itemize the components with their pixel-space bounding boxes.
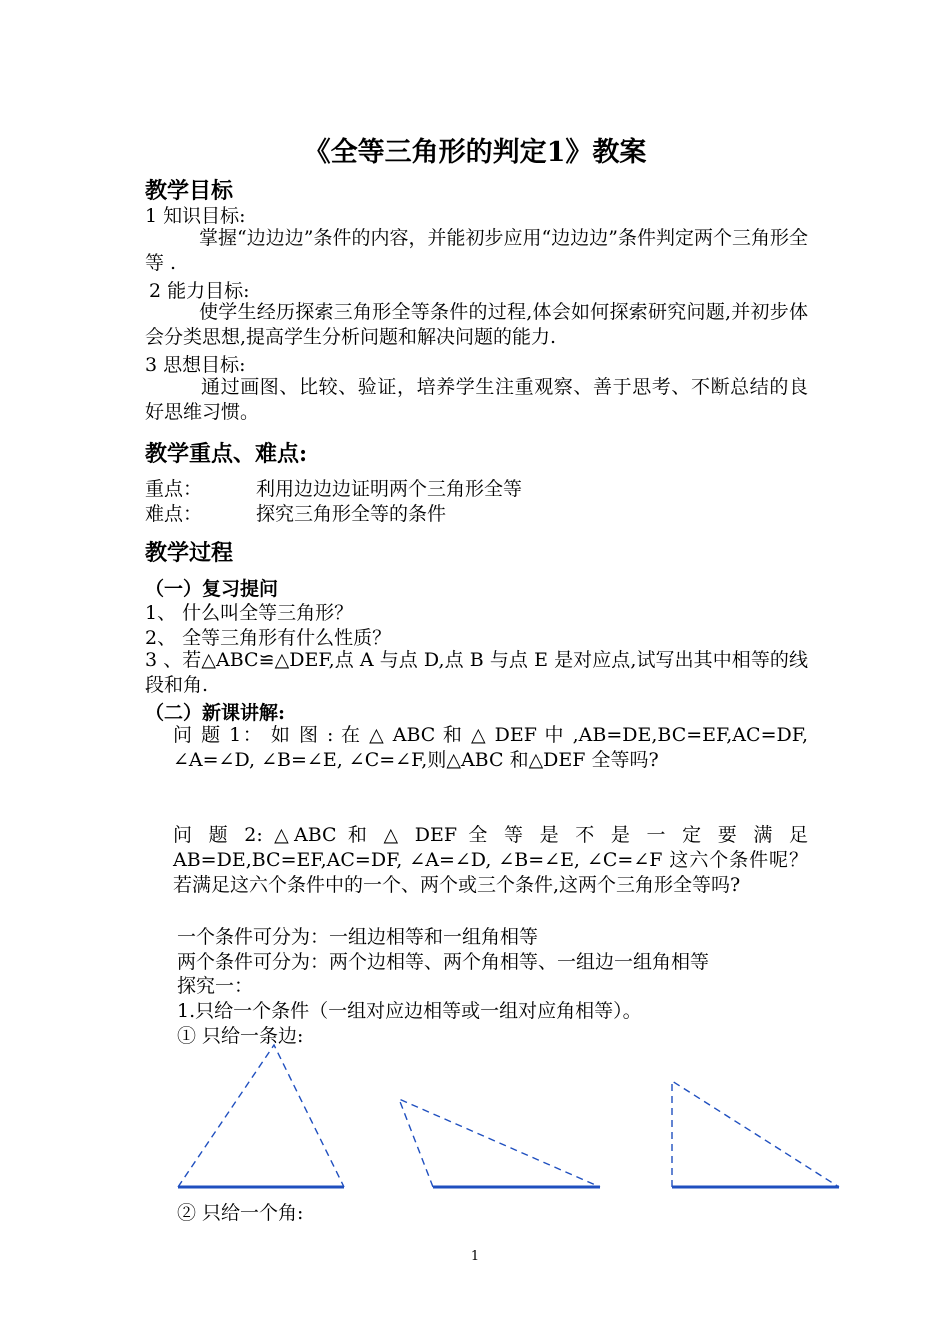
difficulty-label: 难点：	[145, 503, 203, 525]
only-one-angle-label: ② 只给一个角:	[177, 1202, 304, 1224]
page-number: 1	[470, 1249, 480, 1264]
triangle-1	[178, 1045, 344, 1187]
document-title: 《全等三角形的判定1》教案	[303, 137, 647, 168]
triangle-figures	[0, 1040, 950, 1200]
review-question-1: 1、 什么叫全等三角形？	[145, 602, 354, 624]
review-heading: （一）复习提问	[145, 578, 279, 600]
review-question-3: 3 、若△ABC≌△DEF,点 A 与点 D,点 B 与点 E 是对应点,试写出其中相等的线段和角.	[145, 649, 808, 696]
process-heading: 教学过程	[145, 540, 234, 566]
knowledge-text: 掌握“边边边”条件的内容，并能初步应用“边边边”条件判定两个三角形全等 .	[145, 227, 808, 274]
problem-2: 问 题 2: △ABC 和 △ DEF 全 等 是 不 是 一 定 要 满 足 AB=DE,BC=EF,AC=DF, ∠A=∠D, ∠B=∠E, ∠C=∠F 这六个条件呢？若满足这六个条件中的一个、两个或三个条件,这两个三角形全等吗?	[173, 824, 808, 896]
ability-text: 使学生经历探索三角形全等条件的过程,体会如何探索研究问题,并初步体会分类思想,提高学生分析问题和解决问题的能力.	[145, 301, 808, 348]
key-points-heading: 教学重点、难点:	[145, 441, 308, 467]
objectives-heading: 教学目标	[145, 178, 234, 204]
only-one-side-label: ① 只给一条边:	[177, 1025, 304, 1047]
only-one-condition: 1.只给一个条件（一组对应边相等或一组对应角相等）。	[177, 1000, 642, 1022]
review-question-2: 2、 全等三角形有什么性质？	[145, 627, 392, 649]
triangle-3	[672, 1081, 839, 1187]
explore-one-label: 探究一：	[177, 975, 254, 997]
thinking-text: 通过画图、比较、验证，培养学生注重观察、善于思考、不断总结的良好思维习惯。	[145, 376, 808, 423]
two-conditions-text: 两个条件可分为：两个边相等、两个角相等、一组边一组角相等	[177, 951, 710, 973]
problem-1: 问 题 1： 如 图 : 在 △ ABC 和 △ DEF 中 ,AB=DE,BC=EF,AC=DF, ∠A=∠D, ∠B=∠E, ∠C=∠F,则△ABC 和△DEF 全等吗?	[173, 724, 808, 771]
key-point-text: 利用边边边证明两个三角形全等	[256, 478, 523, 500]
one-condition-text: 一个条件可分为：一组边相等和一组角相等	[177, 926, 539, 948]
new-lesson-heading: （二）新课讲解:	[145, 702, 286, 724]
triangle-2	[399, 1099, 600, 1187]
key-point-label: 重点：	[145, 478, 203, 500]
knowledge-label: 1 知识目标:	[145, 205, 246, 227]
difficulty-text: 探究三角形全等的条件	[256, 503, 447, 525]
thinking-label: 3 思想目标:	[145, 354, 246, 376]
ability-label: 2 能力目标:	[149, 280, 250, 302]
